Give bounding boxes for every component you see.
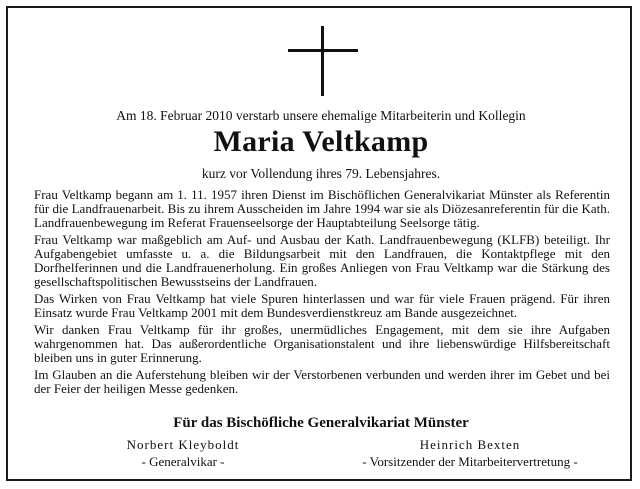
- signatory-left: [88, 436, 278, 470]
- paragraph-klfb: Frau Veltkamp war maßgeblich am Auf- und Ausbau der Kath. Landfrauenbewegung (KLFB) beteiligt. Ihr Aufgabengebiet umfasste u. a. die Bildungsarbeit mit den Landfrauen, die Kontaktpflege mit den Dorfhelferinnen und die Landfrauenerholung. Ein großes Anliegen von Frau Veltkamp war die Stärkung des gesellschaftspolitischen Bewusstseins der Landfrauen.: [34, 232, 610, 289]
- paragraph-thanks: Wir danken Frau Veltkamp für ihr großes, unermüdliches Engagement, mit dem sie ihre Aufgaben wahrgenommen hat. Das außerordentliche Organisationstalent und ihre liebenswürdige Hilfsbereitschaft bleiben uns in guter Erinnerung.: [34, 322, 610, 365]
- signatory-title: - Generalvikar -: [141, 454, 225, 469]
- paragraph-faith: Im Glauben an die Auferstehung bleiben wir der Verstorbenen verbunden und werden ihrer im Gebet und bei der Feier der heiligen Messe gedenken.: [34, 367, 610, 396]
- organization-line: Für das Bischöfliche Generalvikariat Münster: [173, 415, 469, 431]
- obituary-body: [34, 188, 610, 399]
- signatory-name: Heinrich Bexten: [419, 437, 521, 452]
- signatory-name: Norbert Kleyboldt: [126, 437, 240, 452]
- signatory-right: [340, 436, 600, 470]
- obituary-notice: [6, 6, 632, 481]
- paragraph-legacy: Das Wirken von Frau Veltkamp hat viele Spuren hinterlassen und war für viele Frauen prägend. Für ihren Einsatz wurde Frau Veltkamp 2001 mit dem Bundesverdienstkreuz am Bande ausgezeichnet.: [34, 291, 610, 320]
- signatory-title: - Vorsitzender der Mitarbeitervertretung -: [362, 454, 578, 469]
- age-line: kurz vor Vollendung ihres 79. Lebensjahres.: [201, 166, 441, 181]
- paragraph-career: Frau Veltkamp begann am 1. 11. 1957 ihren Dienst im Bischöflichen Generalvikariat Münster als Referentin für die Landfrauenarbeit. Bis zu ihrem Ausscheiden im Jahre 1994 war sie als Diözesanreferentin für die Kath. Landfrauenbewegung im Referat Frauenseelsorge der Hauptabteilung Seelsorge tätig.: [34, 187, 610, 230]
- cross-icon: [288, 26, 358, 96]
- deceased-name: Maria Veltkamp: [213, 125, 429, 158]
- intro-line: Am 18. Februar 2010 verstarb unsere ehemalige Mitarbeiterin und Kollegin: [116, 108, 526, 123]
